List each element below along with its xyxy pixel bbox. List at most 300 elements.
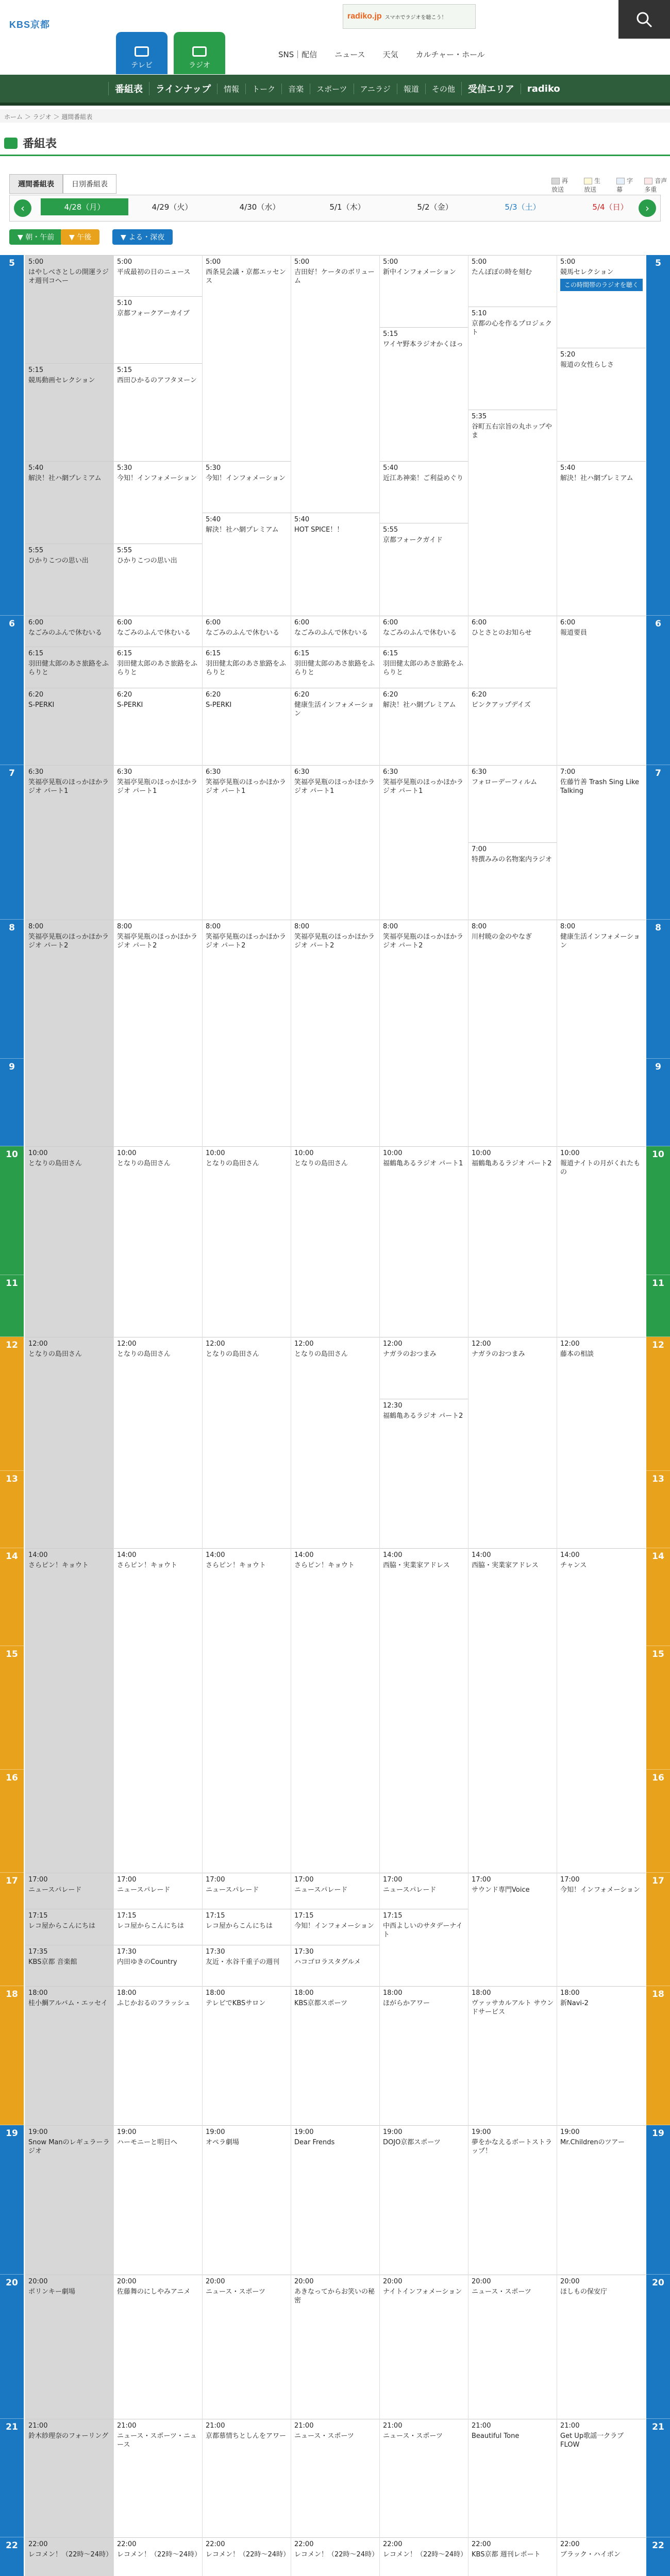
program-time: 8:00 (206, 923, 221, 930)
program-time: 5:15 (117, 366, 132, 374)
program-time: 10:00 (560, 1149, 580, 1157)
program-cell[interactable] (25, 2275, 114, 2419)
program-title: ハーモニーと明日へ (117, 2138, 178, 2146)
program-cell[interactable] (203, 2275, 291, 2419)
day-tab[interactable]: 4/29（火） (152, 202, 193, 212)
program-title: KBS京都 音楽館 (28, 1958, 77, 1966)
program-title: レコ屋からこんにちは (28, 1922, 96, 1930)
legend-live: 生放送 (584, 177, 601, 193)
program-cell[interactable] (380, 1873, 468, 1909)
program-cell[interactable] (291, 2419, 380, 2537)
day-tab[interactable]: 5/2（金） (417, 202, 453, 212)
program-cell[interactable] (25, 2537, 114, 2576)
program-title: 佐藤竹善 Trash Sing Like Talking (560, 778, 640, 795)
program-title: なごみのふんで休むいる (206, 629, 280, 637)
program-cell[interactable] (291, 2125, 380, 2275)
program-cell[interactable] (25, 1548, 114, 1873)
program-time: 5:30 (117, 464, 132, 472)
program-time: 14:00 (28, 1551, 48, 1559)
day-tab[interactable]: 4/30（水） (239, 202, 280, 212)
program-cell[interactable] (468, 1986, 557, 2125)
program-title: ニュースパレード (28, 1886, 82, 1894)
program-title: S-PERKI (117, 701, 143, 709)
nav-talk[interactable]: トーク (245, 83, 281, 94)
program-cell[interactable] (380, 2419, 468, 2537)
program-title: 平成最初の日のニュース (117, 268, 191, 276)
program-cell[interactable] (380, 523, 468, 616)
program-title: ふじかおるのフラッシュ (117, 1999, 191, 2007)
program-title: テレビでKBSサロン (206, 1999, 266, 2007)
program-cell[interactable] (114, 1146, 203, 1337)
program-title: 笑福亭晃瓶のほっかほかラジオ パート2 (117, 933, 198, 950)
legend-rerun: 再放送 (551, 177, 568, 193)
program-cell[interactable] (114, 765, 203, 920)
program-title: 西脇・実業家アドレス (383, 1561, 450, 1569)
program-cell[interactable] (114, 544, 203, 616)
program-title: さらピン！キョウト (28, 1561, 89, 1569)
program-cell[interactable] (468, 765, 557, 842)
program-cell[interactable] (380, 2125, 468, 2275)
program-time: 21:00 (294, 2422, 314, 2430)
tab-weekly[interactable]: 週間番組表 (9, 174, 63, 194)
program-cell[interactable] (380, 647, 468, 688)
tv-icon (135, 46, 149, 57)
nav-lineup[interactable]: ラインナップ (149, 82, 217, 95)
program-cell[interactable] (468, 1548, 557, 1873)
hour-label: 14 (646, 1548, 670, 1646)
program-cell[interactable] (291, 2275, 380, 2419)
program-title: ニュース・スポーツ (383, 2432, 443, 2440)
program-cell[interactable] (203, 2537, 291, 2576)
program-title: 佐藤舞のにしやみアニメ (117, 2287, 191, 2296)
program-title: となりの島田さん (28, 1159, 82, 1167)
program-time: 12:00 (472, 1340, 491, 1348)
program-cell[interactable] (380, 1909, 468, 1986)
search-button[interactable] (618, 0, 670, 39)
program-cell[interactable] (380, 255, 468, 327)
hour-label: 15 (646, 1646, 670, 1770)
hour-label: 8 (0, 920, 24, 1059)
day-column (113, 255, 202, 2576)
program-cell[interactable] (114, 1873, 203, 1909)
program-cell[interactable] (557, 1337, 646, 1548)
nav-radiko[interactable]: radiko (521, 83, 566, 94)
program-cell[interactable] (291, 513, 380, 616)
program-cell[interactable] (114, 255, 203, 296)
program-title: ナガラのおつまみ (472, 1350, 525, 1358)
program-cell[interactable] (557, 1146, 646, 1337)
program-cell[interactable] (203, 1986, 291, 2125)
program-cell[interactable] (114, 2419, 203, 2537)
program-cell[interactable] (25, 1909, 114, 1945)
hour-label: 10 (646, 1146, 670, 1275)
program-time: 17:00 (383, 1876, 403, 1884)
program-time: 19:00 (28, 2128, 48, 2136)
program-cell[interactable] (380, 765, 468, 920)
program-time: 5:00 (206, 258, 221, 266)
program-title: となりの島田さん (206, 1350, 260, 1358)
tab-radio[interactable] (174, 32, 225, 74)
program-title: 解決！社ハ網プレミアム (206, 526, 279, 534)
program-cell[interactable] (557, 348, 646, 461)
program-title: 競馬動画セレクション (28, 376, 95, 384)
day-tab[interactable]: 5/3（土） (505, 202, 541, 212)
program-cell[interactable] (114, 2537, 203, 2576)
program-title: となりの島田さん (117, 1350, 171, 1358)
nav-area[interactable]: 受信エリア (461, 82, 521, 95)
program-time: 18:00 (117, 1989, 137, 1997)
program-cell[interactable] (203, 1909, 291, 1945)
program-cell[interactable] (203, 920, 291, 1146)
day-tab[interactable]: 4/28（月） (41, 198, 128, 215)
program-cell[interactable] (468, 688, 557, 765)
hour-label: 5 (646, 255, 670, 616)
program-cell[interactable] (468, 1146, 557, 1337)
program-time: 5:30 (206, 464, 221, 472)
program-title: 内田ゆきのCountry (117, 1958, 177, 1966)
program-time: 5:20 (560, 351, 576, 359)
program-cell[interactable] (468, 410, 557, 616)
program-title: Snow Manのレギュラーラジオ (28, 2138, 110, 2156)
program-cell[interactable] (203, 2419, 291, 2537)
program-cell[interactable] (203, 255, 291, 461)
program-title: レコメン！（22時～24時） (117, 2550, 202, 2558)
program-title: となりの島田さん (28, 1350, 82, 1358)
time-filter-button[interactable]: ▼ 午後 (61, 229, 99, 245)
program-title: 京都の心を作るプロジェクト (472, 319, 552, 337)
program-cell[interactable] (380, 461, 468, 523)
program-cell[interactable] (557, 616, 646, 765)
program-title: ニュース・スポーツ (294, 2432, 354, 2440)
program-cell[interactable] (468, 842, 557, 920)
program-cell[interactable] (291, 255, 380, 513)
radio-icon (192, 46, 207, 57)
program-cell[interactable] (468, 2537, 557, 2576)
program-cell[interactable] (380, 1986, 468, 2125)
program-time: 17:00 (28, 1876, 48, 1884)
program-cell[interactable] (203, 616, 291, 647)
program-cell[interactable] (557, 461, 646, 616)
program-time: 8:00 (28, 923, 44, 930)
program-cell[interactable] (557, 2275, 646, 2419)
program-title: ほがらかアワー (383, 1999, 430, 2007)
search-icon (635, 11, 653, 28)
program-cell[interactable] (114, 1548, 203, 1873)
program-cell[interactable] (468, 2419, 557, 2537)
header-nav (278, 49, 485, 60)
program-title: 福鶴亀あるラジオ パート2 (383, 1412, 463, 1420)
nav-report[interactable]: 報道 (397, 83, 425, 94)
program-cell[interactable] (291, 688, 380, 765)
program-title: 競馬セレクション (560, 268, 614, 276)
hour-label: 21 (646, 2419, 670, 2537)
nav-schedule[interactable]: 番組表 (108, 82, 149, 95)
program-time: 10:00 (206, 1149, 225, 1157)
program-time: 21:00 (206, 2422, 225, 2430)
program-cell[interactable] (25, 1945, 114, 1986)
program-cell[interactable] (114, 461, 203, 544)
program-cell[interactable] (557, 2125, 646, 2275)
nav-other[interactable]: その他 (425, 83, 461, 94)
nav-news[interactable]: ニュース (334, 50, 365, 59)
program-cell[interactable] (291, 616, 380, 647)
program-cell[interactable] (557, 765, 646, 920)
program-cell[interactable] (114, 688, 203, 765)
program-time: 5:35 (472, 413, 487, 420)
program-time: 14:00 (117, 1551, 137, 1559)
program-cell[interactable] (468, 1337, 557, 1548)
program-title: KBS京都スポーツ (294, 1999, 347, 2007)
program-time: 5:00 (383, 258, 398, 266)
nav-sports[interactable]: スポーツ (310, 83, 353, 94)
program-cell[interactable] (380, 920, 468, 1146)
hour-label: 9 (0, 1059, 24, 1146)
program-cell[interactable] (203, 1146, 291, 1337)
program-cell[interactable] (291, 1986, 380, 2125)
program-cell[interactable] (114, 296, 203, 363)
program-cell[interactable] (25, 2125, 114, 2275)
program-time: 6:15 (206, 650, 221, 657)
program-cell[interactable] (557, 255, 646, 348)
program-time: 22:00 (117, 2540, 137, 2548)
program-cell[interactable] (25, 647, 114, 688)
tab-tv-label: テレビ (131, 61, 153, 70)
program-cell[interactable] (468, 616, 557, 688)
program-title: ニュース・スポーツ (472, 2287, 531, 2296)
program-time: 6:15 (383, 650, 398, 657)
program-cell[interactable] (25, 461, 114, 544)
program-cell[interactable] (291, 1548, 380, 1873)
hour-label: 22 (646, 2537, 670, 2576)
schedule-grid (0, 255, 670, 2576)
program-title: 京都フォークガイド (383, 536, 443, 544)
program-time: 6:20 (206, 691, 221, 699)
program-cell[interactable] (25, 688, 114, 765)
program-time: 14:00 (294, 1551, 314, 1559)
program-cell[interactable] (380, 688, 468, 765)
hour-label: 14 (0, 1548, 24, 1646)
program-cell[interactable] (468, 2275, 557, 2419)
program-cell[interactable] (468, 920, 557, 1146)
program-cell[interactable] (25, 765, 114, 920)
hour-label: 6 (646, 616, 670, 765)
tab-daily[interactable]: 日別番組表 (63, 174, 116, 194)
program-time: 5:00 (117, 258, 132, 266)
program-title: 特撰みみの名物案内ラジオ (472, 855, 552, 863)
program-time: 14:00 (472, 1551, 491, 1559)
program-title: 笑福亭晃瓶のほっかほかラジオ パート1 (117, 778, 198, 795)
time-filter-button[interactable]: ▼ 朝・午前 (9, 229, 62, 245)
program-cell[interactable] (203, 2125, 291, 2275)
program-cell[interactable] (203, 1548, 291, 1873)
program-time: 5:00 (294, 258, 310, 266)
program-cell[interactable] (380, 1399, 468, 1548)
program-title: 近江あ神楽！ご利益めぐり (383, 474, 464, 482)
program-cell[interactable] (203, 1873, 291, 1909)
program-title: Get Up歌謡一クラブ FLOW (560, 2432, 624, 2449)
program-title: 健康生活インフォメーション (294, 701, 374, 718)
program-cell[interactable] (114, 2125, 203, 2275)
program-cell[interactable] (114, 647, 203, 688)
program-cell[interactable] (380, 616, 468, 647)
program-time: 6:00 (294, 619, 310, 626)
program-time: 6:20 (294, 691, 310, 699)
program-cell[interactable] (468, 2125, 557, 2275)
program-title: 笑福亭晃瓶のほっかほかラジオ パート1 (206, 778, 287, 795)
program-cell[interactable] (380, 2275, 468, 2419)
day-tab[interactable]: 5/4（日） (592, 202, 628, 212)
program-cell[interactable] (114, 1909, 203, 1945)
program-cell[interactable] (114, 920, 203, 1146)
program-time: 14:00 (383, 1551, 403, 1559)
program-cell[interactable] (25, 1873, 114, 1909)
program-time: 5:55 (28, 547, 44, 554)
program-time: 21:00 (28, 2422, 48, 2430)
program-time: 17:15 (206, 1912, 225, 1920)
program-cell[interactable] (25, 1146, 114, 1337)
program-cell[interactable] (557, 2419, 646, 2537)
program-cell[interactable] (203, 513, 291, 616)
program-title: 今知！インフォメーション (560, 1886, 640, 1894)
program-cell[interactable] (291, 1909, 380, 1945)
program-time: 17:00 (472, 1876, 491, 1884)
radio-nav-bar (0, 75, 670, 106)
program-title: 吉田好！ケータのボリューム (294, 268, 375, 285)
program-cell[interactable] (380, 1548, 468, 1873)
program-cell[interactable] (25, 1986, 114, 2125)
program-cell[interactable] (114, 616, 203, 647)
program-cell[interactable] (203, 688, 291, 765)
program-cell[interactable] (557, 1986, 646, 2125)
program-cell[interactable] (203, 765, 291, 920)
program-cell[interactable] (114, 1986, 203, 2125)
program-cell[interactable] (114, 363, 203, 461)
program-time: 6:15 (294, 650, 310, 657)
listen-now-button[interactable]: この時間帯のラジオを聴く (560, 279, 643, 291)
program-time: 19:00 (383, 2128, 403, 2136)
program-cell[interactable] (25, 616, 114, 647)
program-cell[interactable] (25, 363, 114, 461)
program-cell[interactable] (25, 1337, 114, 1548)
program-title: 藤本の相談 (560, 1350, 594, 1358)
program-time: 6:20 (472, 691, 487, 699)
program-cell[interactable] (25, 255, 114, 363)
program-title: たんぽぽの時を刻む (472, 268, 532, 276)
hour-label: 12 (646, 1337, 670, 1471)
program-cell[interactable] (380, 1337, 468, 1399)
hour-label: 6 (0, 616, 24, 765)
tab-radio-label: ラジオ (189, 61, 210, 70)
nav-info[interactable]: 情報 (217, 83, 245, 94)
program-title: 笑福亭晃瓶のほっかほかラジオ パート1 (28, 778, 109, 795)
nav-music[interactable]: 音楽 (281, 83, 310, 94)
program-cell[interactable] (557, 1548, 646, 1873)
view-tabs (9, 174, 116, 194)
hour-label: 21 (0, 2419, 24, 2537)
program-cell[interactable] (25, 2419, 114, 2537)
nav-culture[interactable]: カルチャー・ホール (415, 50, 485, 59)
radiko-banner[interactable] (343, 4, 476, 29)
program-time: 10:00 (294, 1149, 314, 1157)
program-title: レコメン！（22時～24時） (383, 2550, 467, 2558)
program-title: ニュース・スポーツ (206, 2287, 265, 2296)
program-cell[interactable] (380, 2537, 468, 2576)
program-time: 19:00 (294, 2128, 314, 2136)
program-cell[interactable] (203, 1945, 291, 1986)
tab-tv[interactable] (116, 32, 167, 74)
program-cell[interactable] (203, 647, 291, 688)
prev-week-button[interactable] (14, 199, 31, 217)
program-cell[interactable] (25, 544, 114, 616)
program-time: 20:00 (294, 2278, 314, 2285)
program-time: 5:15 (383, 330, 398, 338)
program-cell[interactable] (380, 327, 468, 461)
program-cell[interactable] (291, 1337, 380, 1548)
hour-label: 20 (646, 2275, 670, 2419)
program-cell[interactable] (291, 2537, 380, 2576)
site-logo[interactable] (9, 15, 50, 31)
program-cell[interactable] (291, 647, 380, 688)
program-title: なごみのふんで休むいる (294, 629, 368, 637)
program-time: 5:40 (383, 464, 398, 472)
program-title: S-PERKI (206, 701, 232, 709)
program-title: 福鶴亀あるラジオ パート2 (472, 1159, 552, 1167)
program-cell[interactable] (380, 1146, 468, 1337)
title-divider (0, 155, 670, 156)
program-title: 西条見会議・京都エッセンス (206, 268, 286, 285)
day-tab[interactable]: 5/1（木） (329, 202, 365, 212)
day-column (468, 255, 557, 2576)
program-cell[interactable] (203, 461, 291, 513)
program-cell[interactable] (291, 765, 380, 920)
banner-sub: スマホでラジオを聴こう！ (384, 14, 447, 21)
program-cell[interactable] (557, 920, 646, 1146)
day-column (25, 255, 113, 2576)
program-cell[interactable] (114, 1337, 203, 1548)
hour-label: 13 (0, 1471, 24, 1548)
program-cell[interactable] (291, 920, 380, 1146)
program-cell[interactable] (468, 1873, 557, 1986)
program-time: 18:00 (560, 1989, 580, 1997)
program-time: 14:00 (206, 1551, 225, 1559)
program-time: 21:00 (560, 2422, 580, 2430)
program-cell[interactable] (557, 2537, 646, 2576)
hour-label: 16 (0, 1770, 24, 1873)
nav-anime[interactable]: アニラジ (354, 83, 397, 94)
logo-text: KBS (9, 20, 31, 30)
program-cell[interactable] (468, 307, 557, 410)
program-cell[interactable] (291, 1873, 380, 1909)
program-cell[interactable] (468, 255, 557, 307)
nav-weather[interactable]: 天気 (382, 50, 398, 59)
program-cell[interactable] (114, 2275, 203, 2419)
program-cell[interactable] (291, 1945, 380, 1986)
program-title: ハコゴロラスタグルメ (294, 1958, 361, 1966)
program-cell[interactable] (557, 1873, 646, 1986)
program-cell[interactable] (291, 1146, 380, 1337)
program-title: なごみのふんで休むいる (117, 629, 191, 637)
program-time: 17:15 (383, 1912, 403, 1920)
program-cell[interactable] (25, 920, 114, 1146)
program-time: 6:30 (383, 768, 398, 776)
program-title: ほしもの保安庁 (560, 2287, 608, 2296)
program-cell[interactable] (203, 1337, 291, 1548)
program-time: 22:00 (472, 2540, 491, 2548)
program-cell[interactable] (114, 1945, 203, 1986)
program-time: 10:00 (28, 1149, 48, 1157)
nav-sns[interactable]: SNS｜配信 (278, 50, 317, 59)
time-filter-button[interactable]: ▼ よる・深夜 (112, 229, 173, 245)
